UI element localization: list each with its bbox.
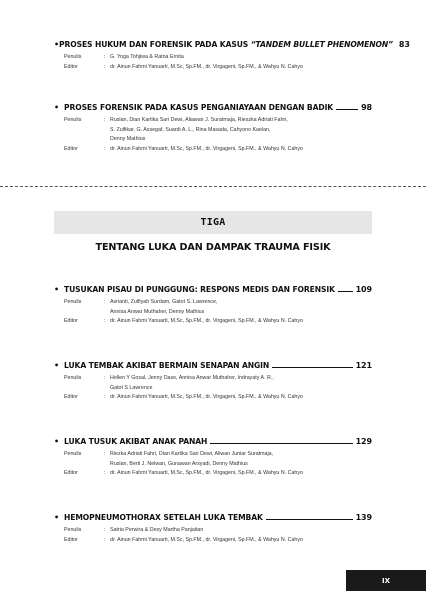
penulis-value: Asrianti, Zulfiyah Surdam, Gatot S. Lawrence, Annisa Anwar Muthaher, Denny Mathius — [110, 299, 218, 315]
page-number: IX — [381, 576, 390, 585]
editor-value: dr. Ainun Fahmi Yanuarti, M.Sc, Sp.FM., dr. Virgageni, Sp.FM., & Wahyu N. Cahyo — [110, 63, 303, 70]
penulis-value: Satria Perwira & Desy Martha Panjaitan — [110, 527, 204, 533]
penulis-label: Penulis — [64, 527, 82, 533]
entry-meta: Penulis : Satria Perwira & Desy Martha Panjaitan Editor : dr. Ainun Fahmi Yanuarti, M.Sc, Sp.FM., dr. Virgageni, Sp.FM., & Wahyu N. Cahyo — [64, 526, 372, 545]
dot-leader — [266, 513, 353, 520]
editor-value: dr. Ainun Fahmi Yanuarti, M.Sc, Sp.FM., dr. Virgageni, Sp.FM., & Wahyu N. Cahyo — [110, 470, 303, 477]
penulis-value: G. Yoga Tohjiwa & Ratna Ernita — [110, 54, 184, 60]
penulis-label: Penulis — [64, 451, 82, 457]
entry-title: LUKA TEMBAK AKIBAT BERMAIN SENAPAN ANGIN — [64, 361, 270, 370]
entry-title-row[interactable] — [54, 40, 410, 49]
editor-value: dr. Ainun Fahmi Yanuarti, M.Sc, Sp.FM., dr. Virgageni, Sp.FM., & Wahyu N. Cahyo — [110, 145, 303, 152]
entry-meta: Penulis : Hellen Y Gosal, Jenny Dase, Annisa Anwar Muthaher, Indrayaty A. R., Gatot S Lawrence Editor : dr. Ainun Fahmi Yanuarti, M.Sc, Sp.FM., dr. Virgageni, Sp.FM., & Wahyu N. Cahyo — [64, 374, 372, 403]
entry-title: PROSES HUKUM DAN FORENSIK PADA KASUS “TANDEM BULLET PHENOMENON” — [59, 40, 393, 49]
editor-label: Editor — [64, 536, 78, 543]
entry-title: HEMOPNEUMOTHORAX SETELAH LUKA TEMBAK — [64, 513, 263, 522]
penulis-label: Penulis — [64, 375, 82, 381]
entry-meta: Penulis : Riezka Adriati Fahri, Dian Kartika Sari Dewi, Aliwan Juniar Suratmaja, Ruslan, Berti J. Nelwan, Gunawan Arsyadi, Denny Mathius Editor : dr. Ainun Fahmi Yanuarti, M.Sc, Sp.FM., dr. Virgageni, Sp.FM., & Wahyu N. Cahyo — [64, 450, 372, 479]
entry-page-number: 139 — [355, 513, 372, 522]
penulis-label: Penulis — [64, 299, 82, 305]
entry-title: PROSES FORENSIK PADA KASUS PENGANIAYAAN DENGAN BADIK — [64, 103, 334, 112]
dot-leader — [272, 361, 352, 368]
toc-entry[interactable] — [54, 361, 372, 403]
bullet-icon: • — [54, 103, 60, 112]
dot-leader — [210, 437, 352, 444]
entry-page-number: 109 — [355, 285, 372, 294]
editor-label: Editor — [64, 394, 78, 401]
penulis-value: Riezka Adriati Fahri, Dian Kartika Sari Dewi, Aliwan Juniar Suratmaja, Ruslan, Berti J. Nelwan, Gunawan Arsyadi, Denny Mathius — [110, 451, 274, 467]
toc-entry[interactable] — [54, 40, 410, 72]
chapter-title: TENTANG LUKA DAN DAMPAK TRAUMA FISIK — [95, 242, 331, 253]
dot-leader — [336, 103, 358, 110]
entry-meta: Penulis : Asrianti, Zulfiyah Surdam, Gatot S. Lawrence, Annisa Anwar Muthaher, Denny Mathius Editor : dr. Ainun Fahmi Yanuarti, M.Sc, Sp.FM., dr. Virgageni, Sp.FM., & Wahyu N. Cahyo — [64, 298, 372, 327]
penulis-value: Hellen Y Gosal, Jenny Dase, Annisa Anwar Muthaher, Indrayaty A. R., Gatot S Lawrence — [110, 375, 274, 391]
bullet-icon: • — [54, 513, 60, 522]
bullet-icon: • — [54, 40, 60, 49]
toc-entry[interactable] — [54, 103, 372, 154]
entry-title-row[interactable] — [54, 513, 372, 522]
entry-title: LUKA TUSUK AKIBAT ANAK PANAH — [64, 437, 208, 446]
toc-entry[interactable] — [54, 513, 372, 545]
page-number-tab — [346, 570, 426, 591]
editor-value: dr. Ainun Fahmi Yanuarti, M.Sc, Sp.FM., dr. Virgageni, Sp.FM., & Wahyu N. Cahyo — [110, 394, 303, 401]
entry-page-number: 83 — [398, 40, 410, 49]
dot-leader — [338, 285, 353, 292]
dashed-divider — [0, 186, 426, 187]
editor-label: Editor — [64, 63, 78, 70]
editor-label: Editor — [64, 318, 78, 325]
editor-label: Editor — [64, 145, 78, 152]
chapter-number-box — [54, 211, 372, 234]
entry-title: TUSUKAN PISAU DI PUNGGUNG: RESPONS MEDIS DAN FORENSIK — [64, 285, 335, 294]
bullet-icon: • — [54, 285, 60, 294]
editor-label: Editor — [64, 470, 78, 477]
penulis-label: Penulis — [64, 54, 82, 60]
entry-title-row[interactable] — [54, 285, 372, 294]
entry-page-number: 98 — [361, 103, 372, 112]
entry-title-row[interactable] — [54, 103, 372, 112]
entry-title-row[interactable] — [54, 437, 372, 446]
bullet-icon: • — [54, 437, 60, 446]
chapter-number: TIGA — [200, 217, 226, 228]
entry-page-number: 121 — [355, 361, 372, 370]
entry-meta: Penulis : G. Yoga Tohjiwa & Ratna Ernita Editor : dr. Ainun Fahmi Yanuarti, M.Sc, Sp.FM., dr. Virgageni, Sp.FM., & Wahyu N. Cahyo — [64, 53, 372, 72]
bullet-icon: • — [54, 361, 60, 370]
toc-entry[interactable] — [54, 437, 372, 479]
entry-meta: Penulis : Ruslan, Dian Kartika Sari Dewi, Aliawan J. Suratmaja, Rieszka Adriati Fahri, S. Zulfikar, G. Assegaf, Suardi A. L., Rina Masada, Cahyono Kaelan, Denny Mathius Editor : dr. Ainun Fahmi Yanuarti, M.Sc, Sp.FM., dr. Virgageni, Sp.FM., & Wahyu N. Cahyo — [64, 116, 372, 154]
editor-value: dr. Ainun Fahmi Yanuarti, M.Sc, Sp.FM., dr. Virgageni, Sp.FM., & Wahyu N. Cahyo — [110, 536, 303, 543]
toc-entry[interactable] — [54, 285, 372, 327]
editor-value: dr. Ainun Fahmi Yanuarti, M.Sc, Sp.FM., dr. Virgageni, Sp.FM., & Wahyu N. Cahyo — [110, 318, 303, 325]
entry-page-number: 129 — [355, 437, 372, 446]
penulis-value: Ruslan, Dian Kartika Sari Dewi, Aliawan J. Suratmaja, Rieszka Adriati Fahri, S. Zulfikar, G. Assegaf, Suardi A. L., Rina Masada, Cahyono Kaelan, Denny Mathius — [110, 117, 288, 143]
penulis-label: Penulis — [64, 117, 82, 123]
entry-title-row[interactable] — [54, 361, 372, 370]
